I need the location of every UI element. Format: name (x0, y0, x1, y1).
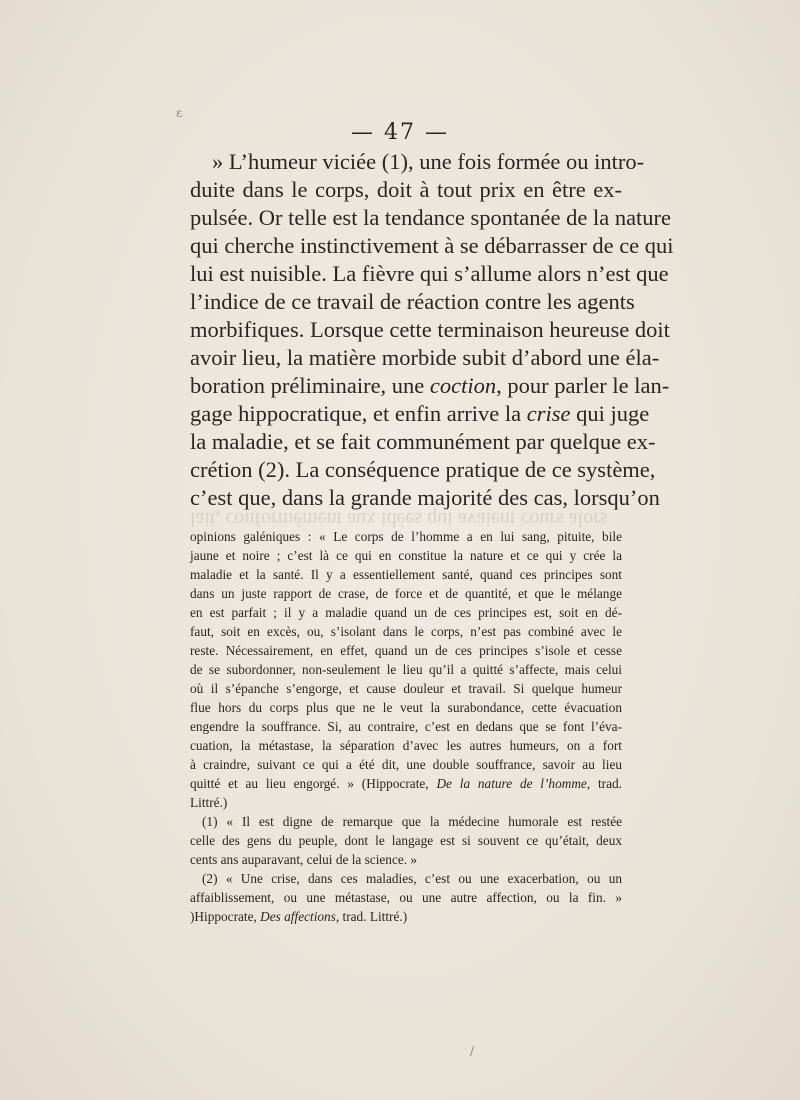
margin-mark: / (470, 1044, 475, 1058)
body-line: c’est que, dans la grande majorité des cas, lorsqu’on (190, 485, 660, 510)
body-text: , pour parler le lan- (496, 373, 670, 398)
body-line-crise (190, 400, 650, 428)
body-line: l’indice de ce travail de réaction contre les agents (190, 289, 635, 314)
footnote-line: engendre la souffrance. Si, au contraire, c’est en dedans que se font l’éva- (190, 719, 622, 734)
footnote-line: maladie et la santé. Il y a essentiellement santé, quand ces principes sont (190, 567, 622, 582)
footnote-line: où il s’épanche s’engorge, et cause douleur et travail. Si quelque humeur (190, 681, 622, 696)
footnote-line: Littré.) (190, 795, 228, 810)
footnote-line: affaiblissement, ou une métastase, ou une autre affection, ou la fin. » (190, 890, 622, 905)
body-text: qui juge (570, 401, 650, 426)
margin-mark: ε (176, 106, 183, 120)
footnote-line: cuation, la métastase, la séparation d’avec les autres humeurs, on a fort (190, 738, 622, 753)
footnote-line-citation (190, 907, 622, 926)
body-line: pulsée. Or telle est la tendance spontanée de la nature (190, 205, 672, 230)
footnote-line: reste. Nécessairement, en effet, quand un de ces principes s’isole et cesse (190, 643, 622, 658)
body-line: duite dans le corps, doit à tout prix en être ex- (190, 177, 622, 202)
footnote-text: quitté et au lieu engorgé. » (Hippocrate, (190, 776, 437, 791)
page-number: — 47 — (351, 120, 449, 145)
footnote-line: dans un juste rapport de crase, de force et de quantité, et que le mélange (190, 586, 622, 601)
footnote-line: (2) « Une crise, dans ces maladies, c’est ou une exacerbation, ou un (202, 871, 622, 886)
citation-title: De la nature de l’homme (436, 776, 587, 791)
citation-title: Des affections (260, 909, 336, 924)
body-line: morbifiques. Lorsque cette terminaison heureuse doit (190, 317, 670, 342)
body-line: avoir lieu, la matière morbide subit d’abord une éla- (190, 345, 660, 370)
italic-term: coction (429, 373, 497, 398)
footnote-text: , trad. (586, 776, 622, 791)
footnote-line: opinions galéniques : « Le corps de l’homme a en lui sang, pituite, bile (190, 529, 622, 544)
footnote-line: celle des gens du peuple, dont le langage est si souvent ce qu’était, deux (190, 833, 622, 848)
body-text: gage hippocratique, et enfin arrive la (190, 401, 527, 426)
footnote-text: , trad. Littré.) (335, 909, 408, 924)
footnote-line: cents ans auparavant, celui de la science. » (190, 852, 418, 867)
footnote-continuation (190, 527, 622, 812)
body-line: crétion (2). La conséquence pratique de ce système, (190, 457, 656, 482)
body-line-coction (190, 372, 670, 400)
footnote-2 (190, 869, 622, 926)
body-line: qui cherche instinctivement à se débarrasser de ce qui (190, 233, 674, 258)
footnotes (190, 527, 622, 926)
body-text: boration préliminaire, une (190, 373, 430, 398)
footnote-text: )Hippocrate, (190, 909, 261, 924)
footnote-line-citation (190, 774, 622, 793)
footnote-line: faut, soit en excès, ou, s’isolant dans le corps, n’est pas combiné avec le (190, 624, 622, 639)
italic-term: crise (526, 401, 571, 426)
main-text (190, 148, 674, 512)
footnote-1 (190, 812, 622, 869)
body-line: lui est nuisible. La fièvre qui s’allume alors n’est que (190, 261, 669, 286)
body-line: la maladie, et se fait communément par quelque ex- (190, 429, 656, 454)
bleed-through-text: lait, conformément aux idées qui avaient cours alors (190, 508, 608, 530)
footnote-line: de se subordonner, non-seulement le lieu qu’il a quitté s’affecte, mais celui (190, 662, 622, 677)
footnote-line: à craindre, suivant ce qui a été dit, une double souffrance, savoir au lieu (190, 757, 622, 772)
body-line: » L’humeur viciée (1), une fois formée ou intro- (212, 149, 645, 174)
footnote-line: en est parfait ; il y a maladie quand un de ces principes est, soit en dé- (190, 605, 622, 620)
footnote-line: jaune et noire ; c’est là ce qui en constitue la nature et ce qui y crée la (190, 548, 622, 563)
footnote-line: (1) « Il est digne de remarque que la médecine humorale est restée (202, 814, 622, 829)
footnote-line: flue hors du corps plus que ne le veut la surabondance, cette évacuation (190, 700, 622, 715)
